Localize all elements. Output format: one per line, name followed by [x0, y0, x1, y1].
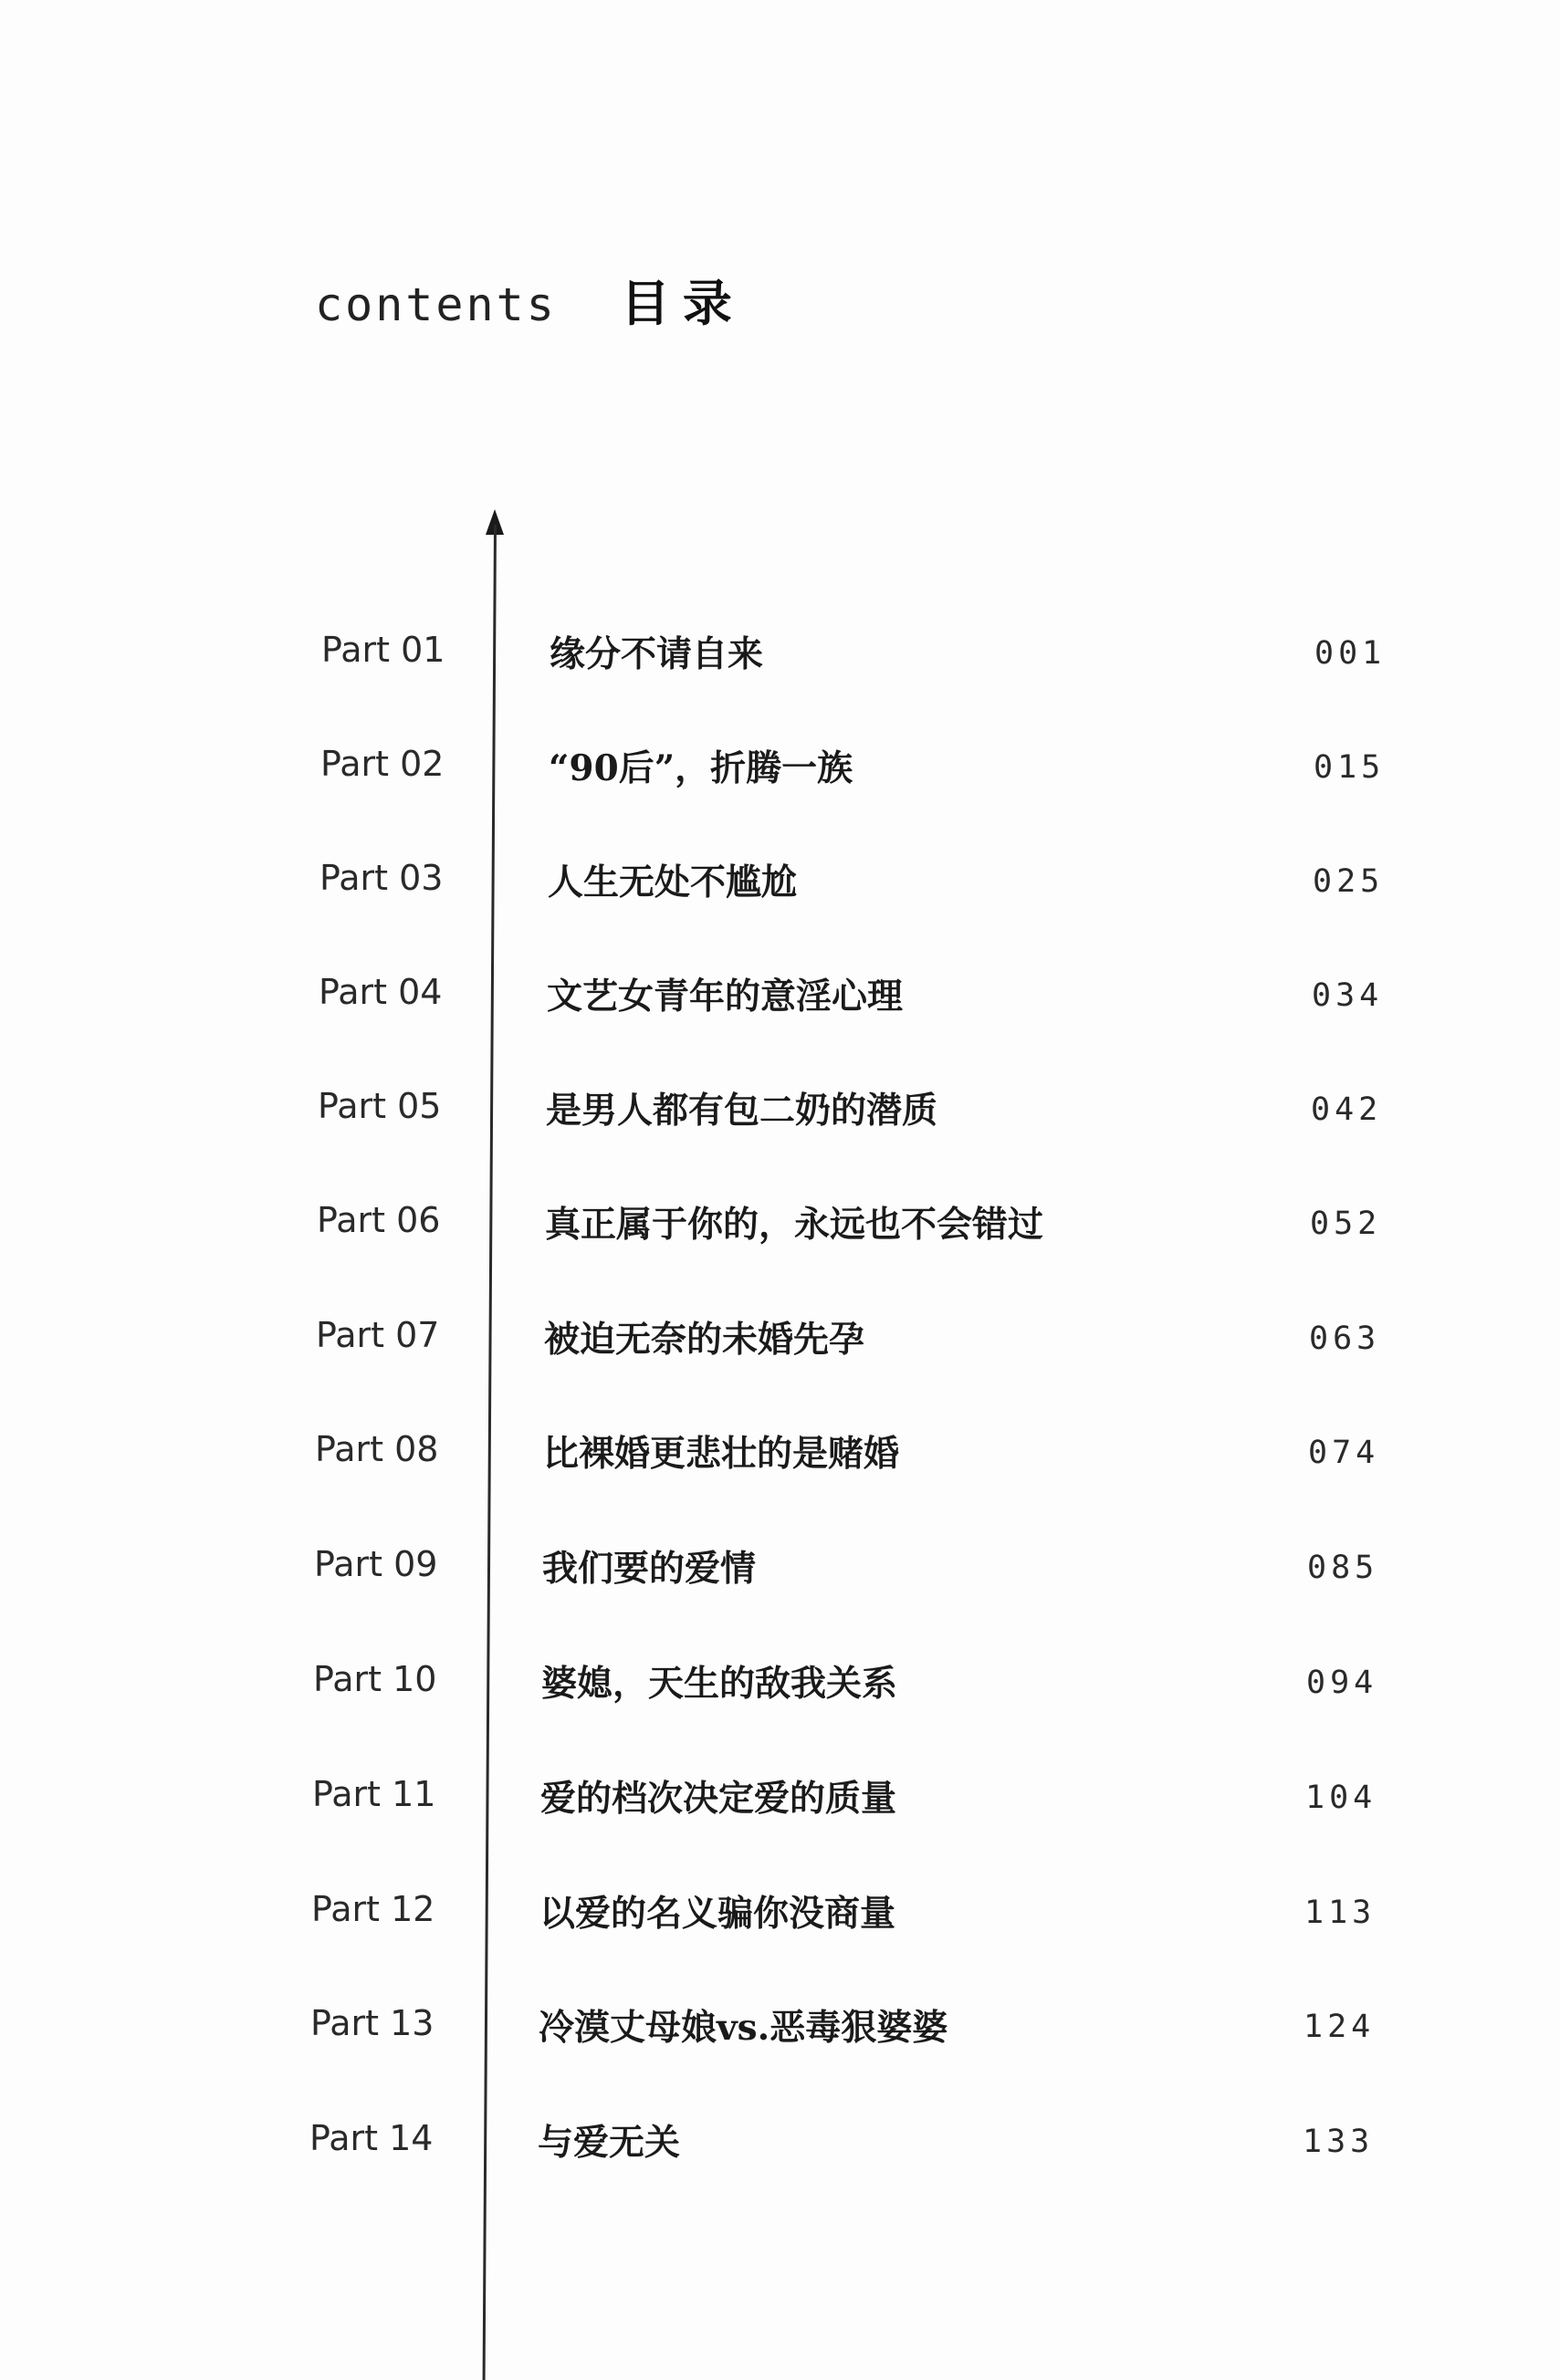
toc-part-label: Part 13	[310, 2003, 434, 2043]
toc-chapter-title: 真正属于你的，永远也不会错过	[545, 1204, 1044, 1246]
toc-chapter-title: 我们要的爱情	[542, 1548, 757, 1590]
toc-row[interactable]	[310, 1994, 1406, 2067]
toc-chapter-title: 被迫无奈的未婚先孕	[544, 1319, 865, 1361]
heading-chinese: 目录	[620, 274, 745, 332]
toc-row[interactable]	[309, 2109, 1405, 2182]
toc-row[interactable]	[313, 1650, 1408, 1723]
toc-page-number: 063	[1309, 1320, 1381, 1357]
toc-chapter-title: 爱的档次决定爱的质量	[540, 1778, 897, 1820]
toc-part-label: Part 07	[316, 1315, 440, 1355]
toc-row[interactable]	[312, 1765, 1408, 1838]
toc-page-number: 052	[1310, 1206, 1382, 1242]
toc-row[interactable]	[316, 1306, 1411, 1379]
toc-part-label: Part 06	[317, 1200, 441, 1240]
toc-part-label: Part 09	[314, 1544, 438, 1584]
toc-page-number: 074	[1308, 1435, 1380, 1471]
toc-part-label: Part 10	[313, 1659, 437, 1699]
toc-page-number: 094	[1306, 1665, 1378, 1701]
toc-part-label: Part 08	[315, 1429, 439, 1469]
toc-page-number: 124	[1303, 2009, 1376, 2045]
toc-chapter-title: 是男人都有包二奶的潜质	[546, 1090, 938, 1132]
toc-part-label: Part 05	[318, 1086, 442, 1126]
toc-row[interactable]	[319, 849, 1415, 922]
toc-row[interactable]	[320, 735, 1416, 808]
toc-chapter-title: 与爱无关	[538, 2122, 681, 2164]
page-heading	[315, 265, 745, 347]
toc-row[interactable]	[315, 1420, 1410, 1493]
heading-english: contents	[315, 278, 557, 331]
toc-part-label: Part 02	[320, 744, 445, 784]
toc-page-number: 104	[1305, 1780, 1377, 1816]
toc-row[interactable]	[321, 621, 1417, 694]
toc-part-label: Part 14	[309, 2118, 434, 2158]
toc-row[interactable]	[318, 1077, 1413, 1150]
toc-row[interactable]	[317, 1191, 1412, 1264]
toc-chapter-title: 文艺女青年的意淫心理	[547, 976, 904, 1018]
toc-page-number: 113	[1304, 1895, 1377, 1931]
toc-row[interactable]	[319, 963, 1414, 1036]
toc-row[interactable]	[314, 1535, 1409, 1608]
toc-part-label: Part 03	[319, 858, 444, 898]
toc-page-number: 085	[1307, 1550, 1379, 1586]
toc-part-label: Part 11	[312, 1774, 436, 1814]
toc-part-label: Part 12	[311, 1889, 435, 1929]
toc-page-number: 042	[1311, 1091, 1383, 1128]
toc-chapter-title: 比裸婚更悲壮的是赌婚	[543, 1433, 900, 1475]
toc-page-number: 133	[1303, 2124, 1375, 2160]
toc-page-number: 001	[1314, 635, 1387, 672]
toc-chapter-title: “90后”，折腾一族	[549, 747, 853, 789]
toc-page-number: 015	[1314, 749, 1386, 786]
toc-chapter-title: 以爱的名义骗你没商量	[539, 1893, 896, 1935]
toc-row[interactable]	[311, 1880, 1407, 1953]
toc-chapter-title: 婆媳，天生的敌我关系	[541, 1663, 898, 1705]
toc-page-number: 034	[1312, 977, 1384, 1014]
toc-part-label: Part 01	[321, 630, 445, 670]
toc-part-label: Part 04	[319, 972, 443, 1012]
toc-chapter-title: 缘分不请自来	[550, 633, 764, 675]
toc-chapter-title: 冷漠丈母娘vs.恶毒狠婆婆	[539, 2007, 948, 2049]
toc-page-number: 025	[1313, 863, 1385, 900]
toc-chapter-title: 人生无处不尴尬	[548, 861, 798, 903]
